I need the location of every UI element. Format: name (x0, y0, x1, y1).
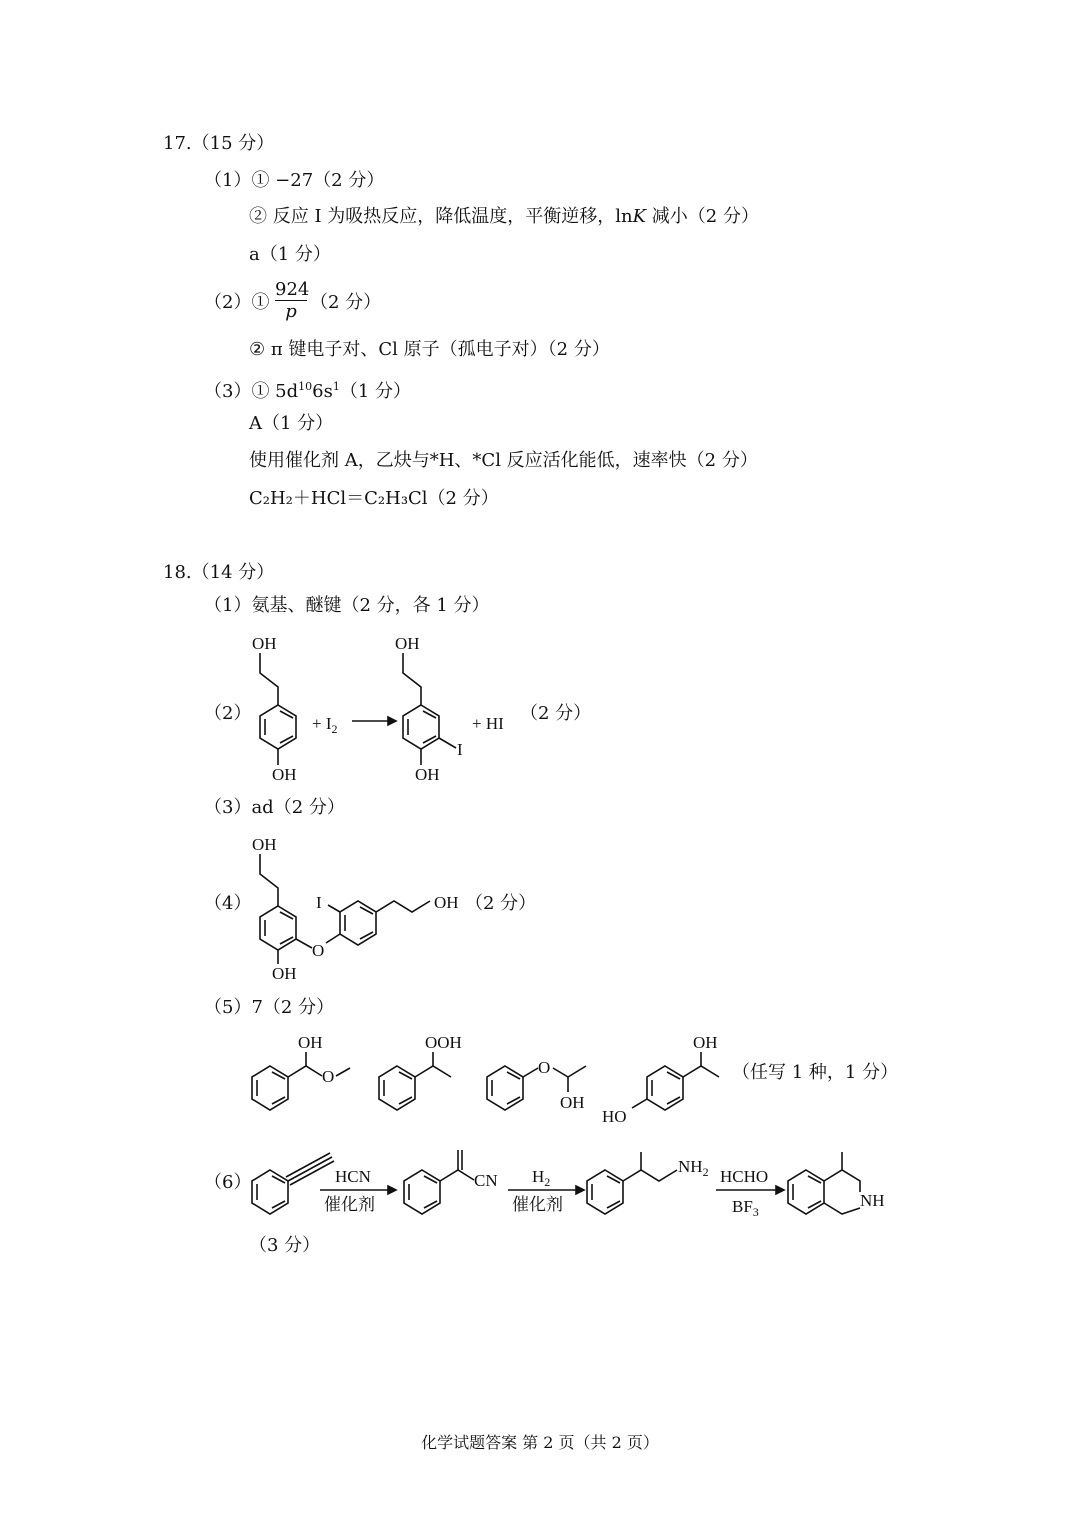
ho-label: HO (602, 1107, 627, 1126)
fraction-924-over-p (275, 279, 310, 323)
reagent-h2: $H_2$ (532, 1167, 551, 1189)
reagent-hcn: HCN (335, 1167, 371, 1186)
plus-iodine: + $I_2$ (312, 714, 338, 736)
page-footer: 化学试题答案 第 2 页（共 2 页） (421, 1433, 659, 1452)
nh2-label: $NH_2$ (678, 1157, 709, 1179)
q17-part3-item2: A（1 分） (249, 413, 334, 434)
q18-part5-note: （任写 1 种，1 分） (732, 1062, 899, 1083)
iodine-label: I (316, 893, 322, 912)
synthesis-route (240, 1130, 920, 1230)
q18-part3: （3）ad（2 分） (204, 797, 345, 818)
oxygen-label: O (538, 1058, 551, 1077)
oh-label: OH (415, 765, 440, 784)
q18-title: 18.（14 分） (163, 562, 275, 583)
oh-label: OH (693, 1033, 718, 1052)
oxygen-label: O (322, 1067, 335, 1086)
q17-part2-score: （2 分） (310, 292, 382, 313)
q17-part2-label: （2）① (204, 292, 270, 313)
reagent-hcho: HCHO (720, 1167, 769, 1186)
q17-part3-item3: 使用催化剂 A，乙炔与*H、*Cl 反应活化能低，速率快（2 分） (249, 450, 758, 471)
q17-title: 17.（15 分） (163, 133, 275, 154)
oh-label: OH (434, 893, 459, 912)
oh-label: OH (560, 1093, 585, 1112)
cn-label: CN (474, 1171, 498, 1190)
oh-label: OH (272, 765, 297, 784)
oh-label: OH (272, 964, 297, 983)
q18-part5: （5）7（2 分） (204, 997, 335, 1018)
q17-part1-item3: a（1 分） (249, 244, 331, 265)
q18-part1: （1）氨基、醚键（2 分，各 1 分） (204, 595, 490, 616)
q18-part6-score: （3 分） (249, 1235, 321, 1256)
oh-label: OH (298, 1033, 323, 1052)
plus-hi: + HI (472, 714, 504, 733)
q17-part1-item1: （1）① −27（2 分） (204, 170, 385, 191)
catalyst-label: 催化剂 (324, 1195, 375, 1214)
fraction-denominator: p (285, 301, 297, 322)
reagent-bf3: $BF_3$ (732, 1197, 759, 1219)
q18-part4-score: （2 分） (465, 893, 537, 914)
catalyst-label: 催化剂 (512, 1195, 563, 1214)
diaryl-ether-structure (230, 830, 500, 990)
q18-part2-label: （2） (204, 703, 252, 724)
oh-label: OH (395, 634, 420, 653)
ooh-label: OOH (425, 1033, 462, 1052)
iodine-label: I (457, 740, 463, 759)
fraction-numerator: 924 (275, 279, 310, 300)
q18-part6-label: （6） (204, 1172, 252, 1193)
ether-oxygen-label: O (312, 941, 325, 960)
q18-part4-label: （4） (204, 893, 252, 914)
oh-label: OH (252, 835, 277, 854)
q17-part3-item1: （3）① $5d^{10}6s^1(1$ 分） (204, 380, 412, 402)
nh-label: NH (860, 1191, 885, 1210)
q17-part3-equation: C₂H₂＋HCl＝C₂H₃Cl（2 分） (249, 488, 499, 509)
q17-part2-item2: ② π 键电子对、Cl 原子（孤电子对）（2 分） (249, 339, 610, 360)
q18-part2-score: （2 分） (520, 703, 592, 724)
q17-part1-item2: ② 反应 I 为吸热反应，降低温度，平衡逆移，lnK 减小（2 分） (249, 206, 759, 227)
isomer-structures (240, 1030, 740, 1130)
oh-label: OH (252, 634, 277, 653)
